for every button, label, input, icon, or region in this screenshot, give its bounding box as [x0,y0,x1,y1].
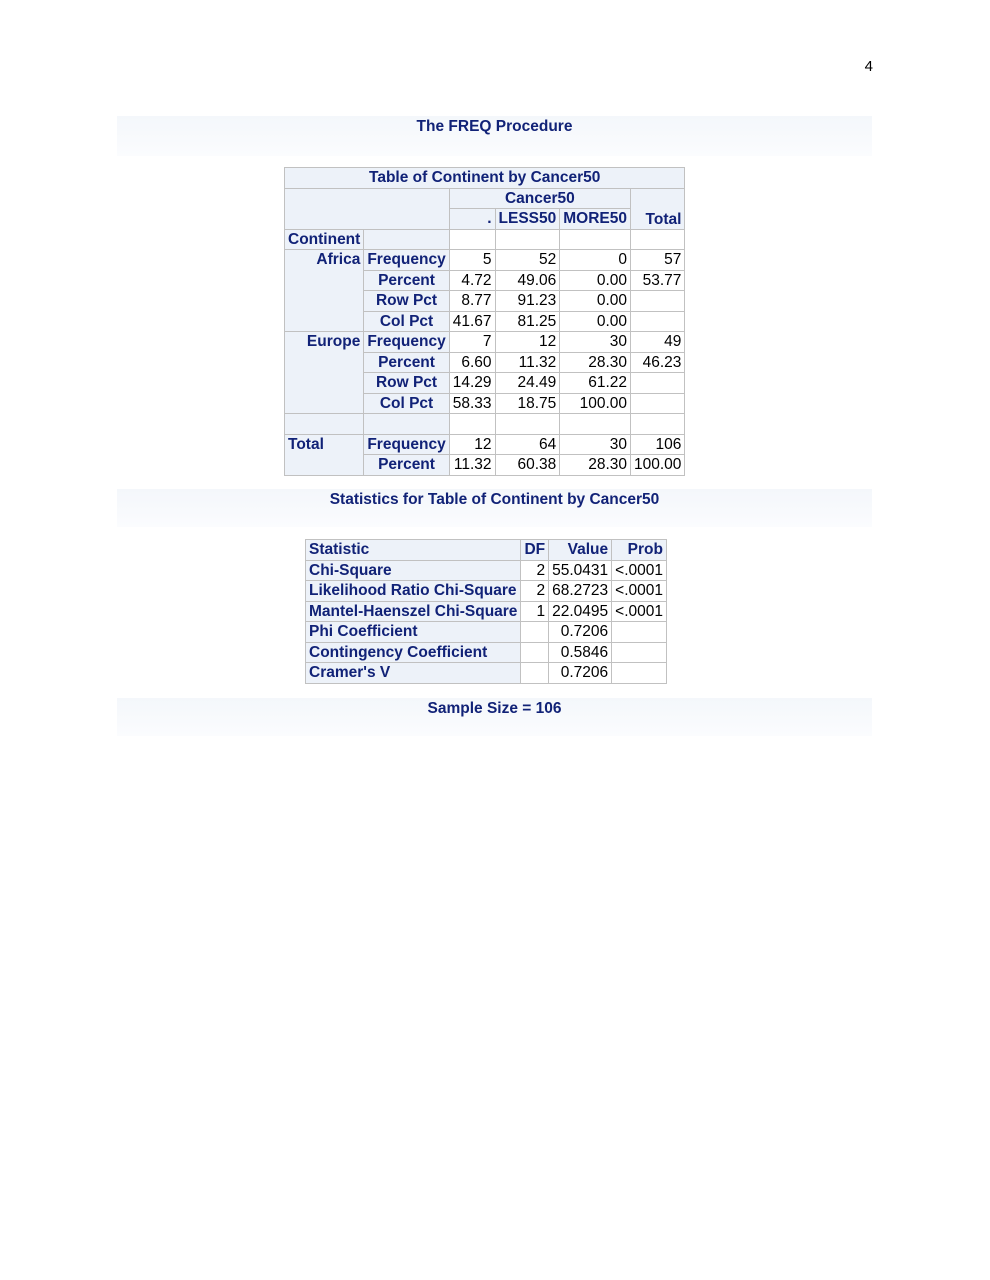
column-header: LESS50 [495,209,560,230]
table-row [306,622,667,643]
value-cell: 12 [449,434,495,455]
value-cell: 30 [560,434,631,455]
value-cell [612,642,667,663]
value-cell: 0.7206 [549,663,612,684]
crosstab-table [284,167,685,476]
value-cell: 28.30 [560,352,631,373]
value-cell: 22.0495 [549,601,612,622]
value-cell: 6.60 [449,352,495,373]
value-cell: 18.75 [495,393,560,414]
sample-size-band [117,698,872,736]
column-header: . [449,209,495,230]
spacer-label [285,414,364,435]
row-variable-row [285,229,685,250]
value-cell: 28.30 [560,455,631,476]
value-cell: 0.5846 [549,642,612,663]
header-row [306,540,667,561]
total-row [285,434,685,455]
statistic-name: Cramer's V [306,663,521,684]
column-header: Statistic [306,540,521,561]
value-cell: 60.38 [495,455,560,476]
spacer-label [364,414,449,435]
value-cell [521,663,549,684]
column-header: Prob [612,540,667,561]
stat-label: Col Pct [364,311,449,332]
column-header-total: Total [631,188,685,229]
value-cell: 81.25 [495,311,560,332]
column-header: MORE50 [560,209,631,230]
value-cell: 11.32 [495,352,560,373]
value-cell: 91.23 [495,291,560,312]
empty-cell [495,229,560,250]
column-header: Value [549,540,612,561]
value-cell: <.0001 [612,581,667,602]
value-cell: 46.23 [631,352,685,373]
value-cell [521,642,549,663]
procedure-title-band [117,116,872,156]
total-label: Total [285,434,364,475]
table-caption: Table of Continent by Cancer50 [285,168,685,189]
value-cell: 0.00 [560,291,631,312]
empty-cell [631,229,685,250]
value-cell: 11.32 [449,455,495,476]
value-cell: 30 [560,332,631,353]
statistic-name: Likelihood Ratio Chi-Square [306,581,521,602]
table-row [285,250,685,271]
value-cell: 41.67 [449,311,495,332]
value-cell: 7 [449,332,495,353]
value-cell: 100.00 [631,455,685,476]
value-cell: 61.22 [560,373,631,394]
value-cell: 106 [631,434,685,455]
row-label: Africa [285,250,364,332]
column-header: DF [521,540,549,561]
value-cell [612,622,667,643]
statistic-name: Contingency Coefficient [306,642,521,663]
value-cell: 100.00 [560,393,631,414]
value-cell [631,393,685,414]
value-cell: 55.0431 [549,560,612,581]
value-cell: 8.77 [449,291,495,312]
value-cell: 0.00 [560,311,631,332]
caption-row [285,168,685,189]
table-row [306,601,667,622]
value-cell: 4.72 [449,270,495,291]
stat-label: Frequency [364,434,449,455]
stat-label: Percent [364,455,449,476]
corner-header [285,188,450,229]
value-cell: 68.2723 [549,581,612,602]
value-cell: 2 [521,560,549,581]
value-cell: <.0001 [612,560,667,581]
spacer-row [285,414,685,435]
value-cell: 1 [521,601,549,622]
empty-cell [449,414,495,435]
value-cell [631,311,685,332]
value-cell: 2 [521,581,549,602]
empty-cell [560,414,631,435]
stat-label: Percent [364,270,449,291]
empty-cell [449,229,495,250]
value-cell [631,373,685,394]
table-row [306,560,667,581]
row-variable-spacer [364,229,449,250]
empty-cell [631,414,685,435]
column-variable-row [285,188,685,209]
column-variable-header: Cancer50 [449,188,630,209]
value-cell: 53.77 [631,270,685,291]
row-variable-header: Continent [285,229,364,250]
empty-cell [560,229,631,250]
value-cell [631,291,685,312]
table-row [306,642,667,663]
stat-label: Frequency [364,332,449,353]
table-row [285,332,685,353]
stat-label: Col Pct [364,393,449,414]
value-cell: 0 [560,250,631,271]
value-cell: 49 [631,332,685,353]
stats-title: Statistics for Table of Continent by Cancer50 [329,491,660,508]
value-cell [612,663,667,684]
value-cell: 14.29 [449,373,495,394]
stats-title-band [117,489,872,527]
value-cell: 12 [495,332,560,353]
stat-label: Frequency [364,250,449,271]
value-cell: 64 [495,434,560,455]
value-cell: 57 [631,250,685,271]
value-cell: 0.7206 [549,622,612,643]
row-label: Europe [285,332,364,414]
value-cell [521,622,549,643]
value-cell: 58.33 [449,393,495,414]
statistics-table [305,539,667,684]
statistic-name: Mantel-Haenszel Chi-Square [306,601,521,622]
procedure-title: The FREQ Procedure [416,118,573,135]
value-cell: 49.06 [495,270,560,291]
sample-size: Sample Size = 106 [427,700,562,717]
table-row [306,581,667,602]
value-cell: 24.49 [495,373,560,394]
stat-label: Row Pct [364,291,449,312]
value-cell: 0.00 [560,270,631,291]
statistic-name: Chi-Square [306,560,521,581]
stat-label: Percent [364,352,449,373]
value-cell: <.0001 [612,601,667,622]
empty-cell [495,414,560,435]
page-number: 4 [864,58,873,75]
value-cell: 5 [449,250,495,271]
stat-label: Row Pct [364,373,449,394]
statistic-name: Phi Coefficient [306,622,521,643]
value-cell: 52 [495,250,560,271]
table-row [306,663,667,684]
